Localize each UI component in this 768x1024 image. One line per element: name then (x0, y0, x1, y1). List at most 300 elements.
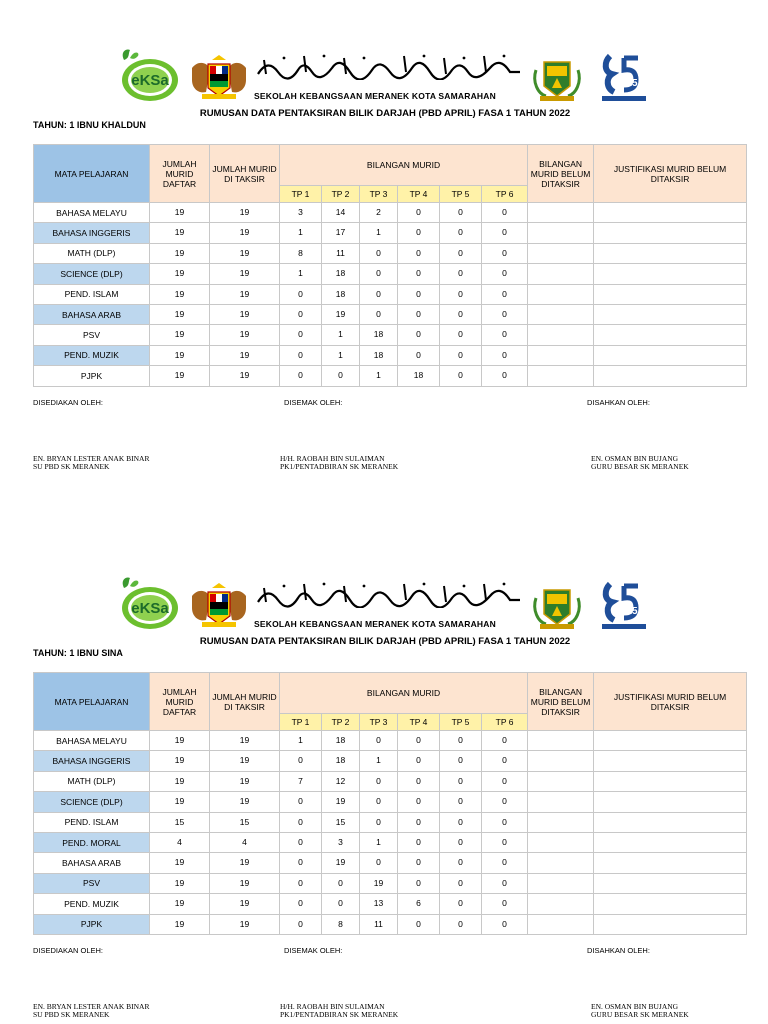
tp4-cell: 0 (398, 203, 440, 223)
taksir-cell: 19 (210, 894, 280, 914)
tp4-cell: 18 (398, 366, 440, 386)
report-title: RUMUSAN DATA PENTAKSIRAN BILIK DARJAH (PBD APRIL) FASA 1 TAHUN 2022 (199, 108, 571, 119)
belum-ditaksir-cell (528, 894, 594, 914)
tp4-cell: 0 (398, 731, 440, 751)
anniversary-25-logo-text: 25 (626, 78, 638, 89)
tp6-cell: 0 (482, 304, 528, 324)
tp2-cell: 8 (322, 914, 360, 934)
tp5-cell: 0 (440, 894, 482, 914)
tp3-cell: 2 (360, 203, 398, 223)
belum-ditaksir-cell (528, 345, 594, 365)
tp3-cell: 0 (360, 731, 398, 751)
checked-by-role: PK1/PENTADBIRAN SK MERANEK (280, 462, 399, 471)
daftar-cell: 19 (150, 345, 210, 365)
table-row (34, 264, 747, 284)
tp5-cell: 0 (440, 345, 482, 365)
tp3-cell: 0 (360, 284, 398, 304)
approved-by-role: GURU BESAR SK MERANEK (591, 1010, 689, 1019)
jawi-calligraphy-logo (254, 578, 524, 608)
tp6-cell: 0 (482, 243, 528, 263)
justifikasi-cell (594, 914, 747, 934)
justifikasi-cell (594, 792, 747, 812)
header-tp5: TP 5 (440, 713, 482, 730)
daftar-cell: 19 (150, 771, 210, 791)
tp2-cell: 0 (322, 366, 360, 386)
taksir-cell: 19 (210, 325, 280, 345)
tp6-cell: 0 (482, 345, 528, 365)
tp4-cell: 0 (398, 853, 440, 873)
tp6-cell: 0 (482, 873, 528, 893)
belum-ditaksir-cell (528, 304, 594, 324)
header-tp6: TP 6 (482, 185, 528, 202)
tp3-cell: 1 (360, 751, 398, 771)
daftar-cell: 19 (150, 751, 210, 771)
tp4-cell: 0 (398, 873, 440, 893)
justifikasi-cell (594, 894, 747, 914)
belum-ditaksir-cell (528, 751, 594, 771)
daftar-cell: 15 (150, 812, 210, 832)
tp2-cell: 19 (322, 853, 360, 873)
table-body (34, 203, 747, 387)
header-tp2: TP 2 (322, 185, 360, 202)
tp6-cell: 0 (482, 812, 528, 832)
daftar-cell: 19 (150, 203, 210, 223)
belum-ditaksir-cell (528, 223, 594, 243)
header-jumlah-taksir: JUMLAH MURID DI TAKSIR (210, 673, 280, 731)
justifikasi-cell (594, 771, 747, 791)
tp4-cell: 0 (398, 914, 440, 934)
header-jumlah-daftar: JUMLAH MURID DAFTAR (150, 145, 210, 203)
tp1-cell: 0 (280, 894, 322, 914)
table-row (34, 284, 747, 304)
daftar-cell: 19 (150, 304, 210, 324)
tp4-cell: 0 (398, 751, 440, 771)
belum-ditaksir-cell (528, 203, 594, 223)
header-justifikasi: JUSTIFIKASI MURID BELUM DITAKSIR (594, 673, 747, 731)
daftar-cell: 19 (150, 223, 210, 243)
tp5-cell: 0 (440, 223, 482, 243)
tp1-cell: 0 (280, 914, 322, 934)
tp2-cell: 3 (322, 832, 360, 852)
tp5-cell: 0 (440, 731, 482, 751)
tp5-cell: 0 (440, 243, 482, 263)
subject-cell: BAHASA ARAB (34, 304, 150, 324)
justifikasi-cell (594, 873, 747, 893)
subject-cell: MATH (DLP) (34, 243, 150, 263)
tp2-cell: 1 (322, 345, 360, 365)
tp1-cell: 0 (280, 284, 322, 304)
header-jumlah-daftar: JUMLAH MURID DAFTAR (150, 673, 210, 731)
belum-ditaksir-cell (528, 243, 594, 263)
approved-by-label: DISAHKAN OLEH: (587, 398, 650, 407)
jawi-calligraphy-logo (254, 50, 524, 80)
belum-ditaksir-cell (528, 731, 594, 751)
tp5-cell: 0 (440, 325, 482, 345)
tp1-cell: 0 (280, 366, 322, 386)
tp6-cell: 0 (482, 853, 528, 873)
tp6-cell: 0 (482, 366, 528, 386)
tp3-cell: 11 (360, 914, 398, 934)
table-row (34, 243, 747, 263)
tp3-cell: 0 (360, 264, 398, 284)
tp5-cell: 0 (440, 792, 482, 812)
report-title: RUMUSAN DATA PENTAKSIRAN BILIK DARJAH (PBD APRIL) FASA 1 TAHUN 2022 (199, 636, 571, 647)
tp2-cell: 15 (322, 812, 360, 832)
assessment-table (33, 672, 747, 935)
tp4-cell: 0 (398, 832, 440, 852)
table-row (34, 304, 747, 324)
tp1-cell: 0 (280, 325, 322, 345)
checked-by-label: DISEMAK OLEH: (284, 946, 343, 955)
subject-cell: SCIENCE (DLP) (34, 264, 150, 284)
checked-by-label: DISEMAK OLEH: (284, 398, 343, 407)
tp5-cell: 0 (440, 853, 482, 873)
taksir-cell: 19 (210, 243, 280, 263)
header-tp2: TP 2 (322, 713, 360, 730)
table-row (34, 345, 747, 365)
table-row (34, 731, 747, 751)
subject-cell: PJPK (34, 366, 150, 386)
tp3-cell: 0 (360, 812, 398, 832)
tp6-cell: 0 (482, 894, 528, 914)
header-tp1: TP 1 (280, 185, 322, 202)
tp1-cell: 0 (280, 853, 322, 873)
subject-cell: BAHASA INGGERIS (34, 223, 150, 243)
tp6-cell: 0 (482, 832, 528, 852)
subject-cell: PEND. MUZIK (34, 345, 150, 365)
subject-cell: BAHASA INGGERIS (34, 751, 150, 771)
tp2-cell: 18 (322, 751, 360, 771)
tp2-cell: 19 (322, 792, 360, 812)
coat-of-arms-logo (188, 54, 250, 100)
subject-cell: MATH (DLP) (34, 771, 150, 791)
table-row (34, 751, 747, 771)
assessment-table (33, 144, 747, 387)
header-tp4: TP 4 (398, 185, 440, 202)
belum-ditaksir-cell (528, 325, 594, 345)
header-bilangan-murid: BILANGAN MURID (280, 145, 528, 186)
prepared-by-label: DISEDIAKAN OLEH: (33, 946, 104, 955)
table-row (34, 325, 747, 345)
tp1-cell: 0 (280, 304, 322, 324)
coat-of-arms-logo (188, 582, 250, 628)
taksir-cell: 15 (210, 812, 280, 832)
belum-ditaksir-cell (528, 792, 594, 812)
tp5-cell: 0 (440, 832, 482, 852)
taksir-cell: 19 (210, 771, 280, 791)
approved-by-label: DISAHKAN OLEH: (587, 946, 650, 955)
table-row (34, 812, 747, 832)
header-tp6: TP 6 (482, 713, 528, 730)
tp2-cell: 18 (322, 264, 360, 284)
belum-ditaksir-cell (528, 853, 594, 873)
header-tp1: TP 1 (280, 713, 322, 730)
school-name: SEKOLAH KEBANGSAAN MERANEK KOTA SAMARAHAN (254, 91, 496, 101)
subject-cell: PSV (34, 325, 150, 345)
tp1-cell: 1 (280, 223, 322, 243)
subject-cell: BAHASA ARAB (34, 853, 150, 873)
justifikasi-cell (594, 832, 747, 852)
checked-by-name: H/H. RAOBAH BIN SULAIMAN (280, 1002, 385, 1011)
approved-by-signatory (591, 1003, 689, 1019)
belum-ditaksir-cell (528, 264, 594, 284)
prepared-by-role: SU PBD SK MERANEK (33, 1010, 110, 1019)
daftar-cell: 19 (150, 731, 210, 751)
tp2-cell: 1 (322, 325, 360, 345)
tp6-cell: 0 (482, 751, 528, 771)
table-row (34, 771, 747, 791)
tp5-cell: 0 (440, 914, 482, 934)
tp3-cell: 0 (360, 771, 398, 791)
eksa-logo-text: eKSa (131, 600, 169, 617)
report-section-2 (0, 572, 768, 1019)
subject-cell: PJPK (34, 914, 150, 934)
tp5-cell: 0 (440, 771, 482, 791)
table-row (34, 223, 747, 243)
taksir-cell: 19 (210, 873, 280, 893)
belum-ditaksir-cell (528, 832, 594, 852)
header-tp4: TP 4 (398, 713, 440, 730)
tp5-cell: 0 (440, 203, 482, 223)
tp4-cell: 0 (398, 264, 440, 284)
tp4-cell: 0 (398, 792, 440, 812)
tp2-cell: 19 (322, 304, 360, 324)
tp3-cell: 1 (360, 366, 398, 386)
subject-cell: SCIENCE (DLP) (34, 792, 150, 812)
tp5-cell: 0 (440, 284, 482, 304)
daftar-cell: 19 (150, 873, 210, 893)
daftar-cell: 19 (150, 243, 210, 263)
tp4-cell: 0 (398, 812, 440, 832)
subject-cell: PEND. MORAL (34, 832, 150, 852)
taksir-cell: 19 (210, 304, 280, 324)
approved-by-role: GURU BESAR SK MERANEK (591, 462, 689, 471)
checked-by-name: H/H. RAOBAH BIN SULAIMAN (280, 454, 385, 463)
justifikasi-cell (594, 264, 747, 284)
tp6-cell: 0 (482, 771, 528, 791)
justifikasi-cell (594, 731, 747, 751)
tp2-cell: 0 (322, 894, 360, 914)
tp3-cell: 0 (360, 792, 398, 812)
anniversary-25-logo (600, 52, 648, 104)
taksir-cell: 19 (210, 731, 280, 751)
table-row (34, 853, 747, 873)
tp1-cell: 0 (280, 832, 322, 852)
header-belum-ditaksir: BILANGAN MURID BELUM DITAKSIR (528, 673, 594, 731)
daftar-cell: 19 (150, 792, 210, 812)
tp4-cell: 0 (398, 345, 440, 365)
anniversary-25-logo-text: 25 (626, 606, 638, 617)
belum-ditaksir-cell (528, 873, 594, 893)
header-justifikasi: JUSTIFIKASI MURID BELUM DITAKSIR (594, 145, 747, 203)
daftar-cell: 19 (150, 284, 210, 304)
justifikasi-cell (594, 223, 747, 243)
justifikasi-cell (594, 345, 747, 365)
tp6-cell: 0 (482, 731, 528, 751)
report-section-1 (0, 44, 768, 471)
tp4-cell: 0 (398, 325, 440, 345)
justifikasi-cell (594, 243, 747, 263)
prepared-by-role: SU PBD SK MERANEK (33, 462, 110, 471)
prepared-by-signatory (33, 455, 149, 471)
tp3-cell: 18 (360, 345, 398, 365)
approved-by-signatory (591, 455, 689, 471)
eksa-logo (118, 576, 184, 632)
daftar-cell: 19 (150, 853, 210, 873)
taksir-cell: 19 (210, 203, 280, 223)
tp6-cell: 0 (482, 792, 528, 812)
prepared-by-name: EN. BRYAN LESTER ANAK BINAR (33, 1002, 150, 1011)
taksir-cell: 19 (210, 751, 280, 771)
belum-ditaksir-cell (528, 812, 594, 832)
tp2-cell: 17 (322, 223, 360, 243)
header-tp3: TP 3 (360, 185, 398, 202)
checked-by-role: PK1/PENTADBIRAN SK MERANEK (280, 1010, 399, 1019)
checked-by-signatory (280, 1003, 398, 1019)
taksir-cell: 19 (210, 264, 280, 284)
tp3-cell: 0 (360, 243, 398, 263)
tp3-cell: 0 (360, 304, 398, 324)
tp3-cell: 1 (360, 223, 398, 243)
tp4-cell: 0 (398, 284, 440, 304)
header-tp5: TP 5 (440, 185, 482, 202)
taksir-cell: 19 (210, 366, 280, 386)
tp4-cell: 0 (398, 243, 440, 263)
eksa-logo (118, 48, 184, 104)
subject-cell: BAHASA MELAYU (34, 731, 150, 751)
daftar-cell: 19 (150, 325, 210, 345)
school-crest-logo (530, 580, 584, 632)
eksa-logo-text: eKSa (131, 72, 169, 89)
tp3-cell: 0 (360, 853, 398, 873)
letterhead (0, 572, 768, 634)
letterhead (0, 44, 768, 106)
tp5-cell: 0 (440, 812, 482, 832)
class-label: TAHUN: 1 IBNU SINA (33, 648, 123, 658)
tp2-cell: 14 (322, 203, 360, 223)
taksir-cell: 19 (210, 792, 280, 812)
tp6-cell: 0 (482, 284, 528, 304)
tp1-cell: 0 (280, 751, 322, 771)
subject-cell: PEND. MUZIK (34, 894, 150, 914)
tp4-cell: 6 (398, 894, 440, 914)
header-belum-ditaksir: BILANGAN MURID BELUM DITAKSIR (528, 145, 594, 203)
header-subject: MATA PELAJARAN (34, 145, 150, 203)
tp4-cell: 0 (398, 304, 440, 324)
tp3-cell: 18 (360, 325, 398, 345)
table-row (34, 914, 747, 934)
tp5-cell: 0 (440, 304, 482, 324)
table-row (34, 203, 747, 223)
daftar-cell: 19 (150, 264, 210, 284)
justifikasi-cell (594, 284, 747, 304)
tp3-cell: 13 (360, 894, 398, 914)
taksir-cell: 19 (210, 345, 280, 365)
justifikasi-cell (594, 304, 747, 324)
header-tp3: TP 3 (360, 713, 398, 730)
table-row (34, 792, 747, 812)
taksir-cell: 19 (210, 853, 280, 873)
justifikasi-cell (594, 203, 747, 223)
approved-by-name: EN. OSMAN BIN BUJANG (591, 1002, 679, 1011)
justifikasi-cell (594, 751, 747, 771)
header-jumlah-taksir: JUMLAH MURID DI TAKSIR (210, 145, 280, 203)
tp6-cell: 0 (482, 914, 528, 934)
school-crest-logo (530, 52, 584, 104)
tp1-cell: 1 (280, 264, 322, 284)
belum-ditaksir-cell (528, 284, 594, 304)
subject-cell: PEND. ISLAM (34, 812, 150, 832)
tp1-cell: 0 (280, 812, 322, 832)
tp3-cell: 19 (360, 873, 398, 893)
justifikasi-cell (594, 853, 747, 873)
header-subject: MATA PELAJARAN (34, 673, 150, 731)
tp1-cell: 0 (280, 873, 322, 893)
prepared-by-label: DISEDIAKAN OLEH: (33, 398, 104, 407)
tp2-cell: 12 (322, 771, 360, 791)
class-label: TAHUN: 1 IBNU KHALDUN (33, 120, 146, 130)
prepared-by-name: EN. BRYAN LESTER ANAK BINAR (33, 454, 150, 463)
daftar-cell: 4 (150, 832, 210, 852)
taksir-cell: 19 (210, 914, 280, 934)
table-row (34, 832, 747, 852)
tp2-cell: 18 (322, 731, 360, 751)
subject-cell: BAHASA MELAYU (34, 203, 150, 223)
tp1-cell: 0 (280, 792, 322, 812)
justifikasi-cell (594, 366, 747, 386)
table-row (34, 366, 747, 386)
belum-ditaksir-cell (528, 366, 594, 386)
tp1-cell: 1 (280, 731, 322, 751)
tp5-cell: 0 (440, 264, 482, 284)
tp5-cell: 0 (440, 873, 482, 893)
approved-by-name: EN. OSMAN BIN BUJANG (591, 454, 679, 463)
justifikasi-cell (594, 812, 747, 832)
table-body (34, 731, 747, 935)
tp2-cell: 11 (322, 243, 360, 263)
header-bilangan-murid: BILANGAN MURID (280, 673, 528, 714)
subject-cell: PEND. ISLAM (34, 284, 150, 304)
taksir-cell: 19 (210, 223, 280, 243)
tp6-cell: 0 (482, 325, 528, 345)
justifikasi-cell (594, 325, 747, 345)
tp5-cell: 0 (440, 366, 482, 386)
anniversary-25-logo (600, 580, 648, 632)
tp6-cell: 0 (482, 203, 528, 223)
prepared-by-signatory (33, 1003, 149, 1019)
tp1-cell: 0 (280, 345, 322, 365)
taksir-cell: 19 (210, 284, 280, 304)
tp3-cell: 1 (360, 832, 398, 852)
subject-cell: PSV (34, 873, 150, 893)
tp4-cell: 0 (398, 771, 440, 791)
tp1-cell: 8 (280, 243, 322, 263)
tp1-cell: 7 (280, 771, 322, 791)
tp6-cell: 0 (482, 223, 528, 243)
belum-ditaksir-cell (528, 771, 594, 791)
tp5-cell: 0 (440, 751, 482, 771)
taksir-cell: 4 (210, 832, 280, 852)
daftar-cell: 19 (150, 914, 210, 934)
checked-by-signatory (280, 455, 398, 471)
daftar-cell: 19 (150, 366, 210, 386)
tp2-cell: 0 (322, 873, 360, 893)
tp2-cell: 18 (322, 284, 360, 304)
tp1-cell: 3 (280, 203, 322, 223)
tp6-cell: 0 (482, 264, 528, 284)
daftar-cell: 19 (150, 894, 210, 914)
tp4-cell: 0 (398, 223, 440, 243)
